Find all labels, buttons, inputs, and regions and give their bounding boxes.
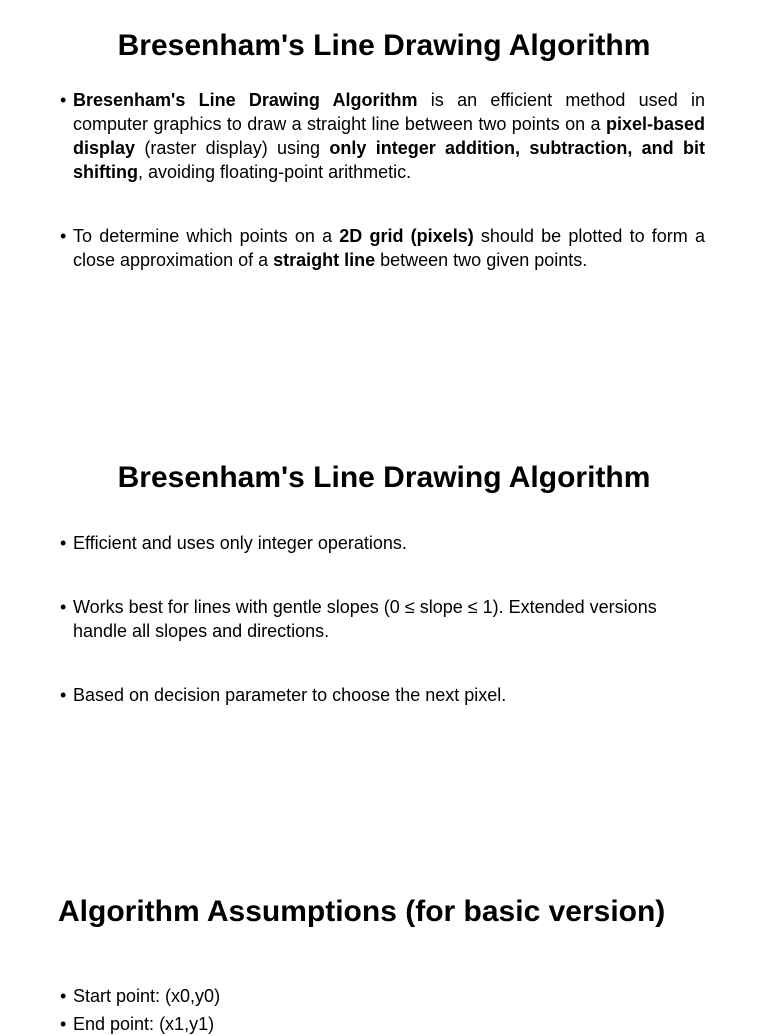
slide-3-bullets bbox=[0, 984, 768, 1036]
slide-2-bullets bbox=[0, 531, 768, 707]
slide-2-bullet-1: • Efficient and uses only integer operations. bbox=[73, 531, 705, 555]
text: , avoiding floating-point arithmetic. bbox=[138, 162, 412, 182]
slide-1 bbox=[0, 28, 768, 272]
text: To determine which points on a bbox=[73, 226, 340, 246]
slide-1-bullet-1 bbox=[73, 88, 705, 184]
slide-1-bullet-2 bbox=[73, 224, 705, 272]
slide-2 bbox=[0, 460, 768, 707]
text: (raster display) using bbox=[135, 138, 330, 158]
text: should be plotted to form a close approximation of a bbox=[73, 226, 705, 270]
text: is an efficient method used in computer graphics to draw a straight line between two points on a bbox=[73, 90, 705, 134]
slide-3-bullet-2: • End point: (x1,y1) bbox=[73, 1012, 705, 1036]
slide-2-title: Bresenham's Line Drawing Algorithm bbox=[117, 461, 651, 494]
bold-text: only integer addition, subtraction, and bit shifting bbox=[73, 138, 705, 182]
slide-3-bullet-1: • Start point: (x0,y0) bbox=[73, 984, 705, 1008]
bold-text: pixel-based display bbox=[73, 114, 705, 158]
slide-2-bullet-3: • Based on decision parameter to choose the next pixel. bbox=[73, 683, 705, 707]
slide-1-bullets bbox=[0, 88, 768, 272]
bold-text: straight line bbox=[273, 250, 376, 270]
bold-text: Bresenham's Line Drawing Algorithm bbox=[73, 90, 418, 110]
slide-1-title: Bresenham's Line Drawing Algorithm bbox=[117, 29, 651, 62]
slide-3 bbox=[0, 894, 768, 1036]
bold-text: 2D grid (pixels) bbox=[339, 226, 474, 246]
slide-2-bullet-2: • Works best for lines with gentle slopes (0 ≤ slope ≤ 1). Extended versions handle all slopes and directions. bbox=[73, 595, 705, 643]
slide-3-title: Algorithm Assumptions (for basic version) bbox=[58, 895, 666, 928]
text: between two given points. bbox=[375, 250, 588, 270]
